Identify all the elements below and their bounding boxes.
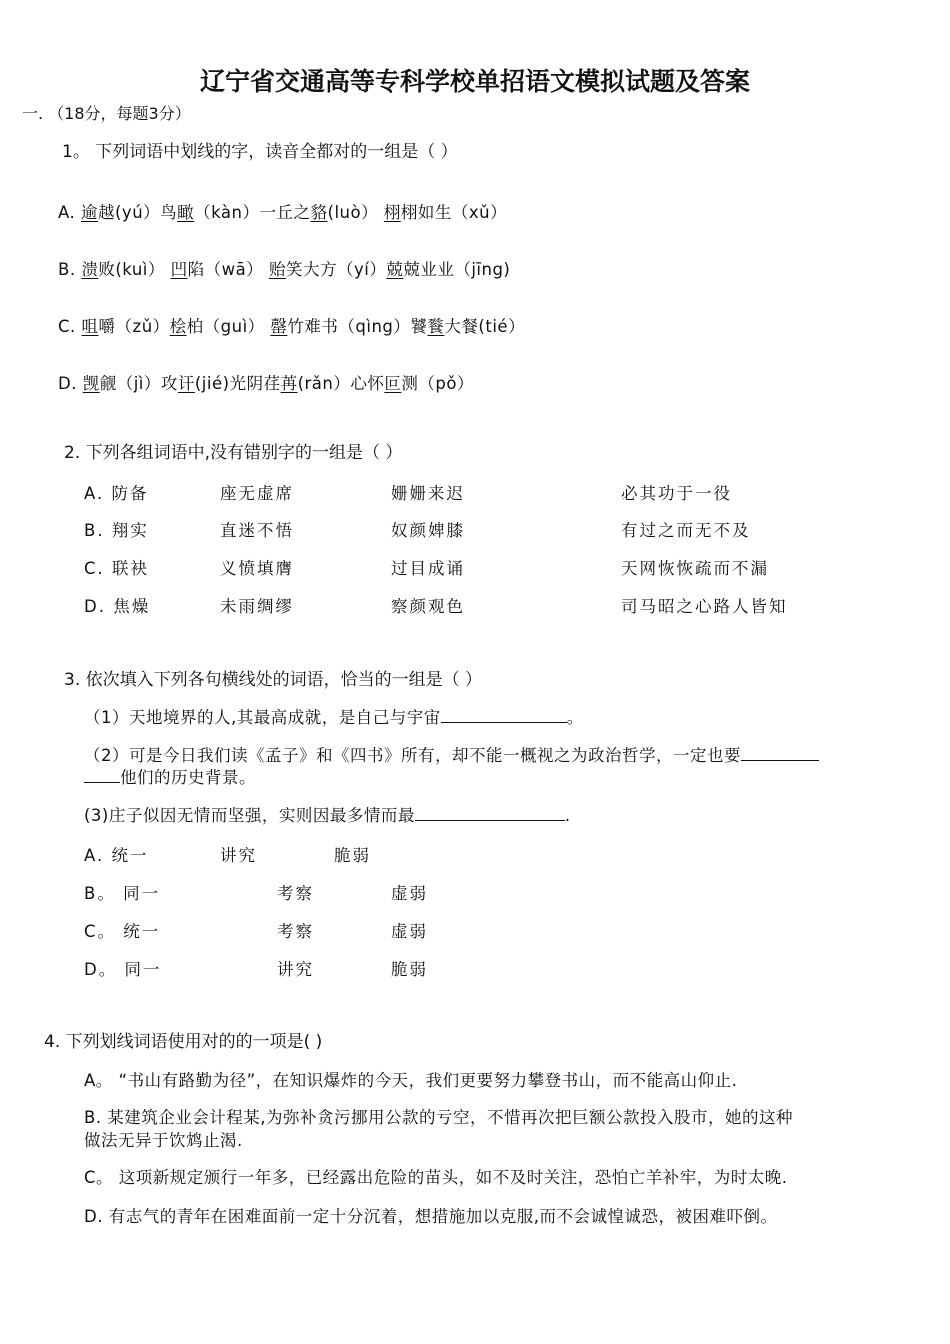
fill-blank [84, 767, 120, 783]
fill-blank [741, 745, 819, 761]
q4-option-d: D. 有志气的青年在困难面前一定十分沉着，想措施加以克服,而不会诚惶诚恐，被困难吓倒。 [84, 1207, 778, 1226]
underlined-char: 貉 [310, 203, 328, 222]
q4-option-c: C。 这项新规定颁行一年多，已经露出危险的苗头，如不及时关注，恐怕亡羊补牢，为时太晚. [84, 1168, 788, 1187]
fill-blank [415, 805, 565, 821]
q1-option-c: C. 咀嚼（zǔ）桧柏（guì） 罄竹难书（qìng）饕餮大餐(tié） [58, 317, 526, 336]
q4-stem: 4. 下列划线词语使用对的的一项是( ) [44, 1032, 323, 1052]
underlined-char: 讦 [177, 374, 195, 393]
q1-option-b: B. 溃败(kuì） 凹陷（wā） 贻笑大方（yí）兢兢业业（jīng) [58, 260, 511, 279]
q4-option-b: B. 某建筑企业会计程某,为弥补贪污挪用公款的亏空，不惜再次把巨额公款投入股市，她的这种 [84, 1108, 794, 1127]
fill-blank [441, 707, 567, 723]
underlined-char: 溃 [81, 260, 99, 279]
q3-sentence-3: (3)庄子似因无情而坚强，实则因最多情而最 . [84, 806, 571, 825]
section-header: 一. （18分，每题3分） [22, 104, 191, 123]
underlined-char: 咀 [81, 317, 99, 336]
q3-stem: 3. 依次填入下列各句横线处的词语，恰当的一组是（ ） [64, 670, 483, 690]
q1-option-a: A. 逾越(yú）鸟瞰（kàn）一丘之貉(luò） 栩栩如生（xǔ） [58, 203, 508, 222]
q3-sentence-2-cont: 他们的历史背景。 [84, 767, 256, 789]
q4-option-a: A。 “书山有路勤为径”，在知识爆炸的今天，我们更要努力攀登书山，而不能高山仰止. [84, 1071, 738, 1090]
underlined-char: 瞰 [177, 203, 195, 222]
underlined-char: 餮 [427, 317, 445, 336]
q2-stem: 2. 下列各组词语中,没有错别字的一组是（ ） [64, 443, 403, 463]
underlined-char: 凹 [170, 260, 188, 279]
underlined-char: 叵 [384, 374, 402, 393]
q3-sentence-1: （1）天地境界的人,其最高成就，是自己与宇宙 。 [84, 708, 584, 727]
q1-stem: 1。 下列词语中划线的字，读音全都对的一组是（ ） [62, 142, 458, 162]
q4-option-b-cont: 做法无异于饮鸩止渴. [84, 1131, 243, 1150]
q3-sentence-2: （2）可是今日我们读《孟子》和《四书》所有，却不能一概视之为政治哲学，一定也要 [84, 745, 819, 767]
underlined-char: 贻 [268, 260, 286, 279]
underlined-char: 栩 [383, 203, 401, 222]
underlined-char: 兢 [386, 260, 404, 279]
underlined-char: 苒 [280, 374, 298, 393]
underlined-char: 桧 [169, 317, 187, 336]
underlined-char: 罄 [270, 317, 288, 336]
underlined-char: 逾 [81, 203, 98, 222]
underlined-char: 觊 [82, 374, 100, 393]
page-title: 辽宁省交通高等专科学校单招语文模拟试题及答案 [199, 67, 750, 96]
q1-option-d: D. 觊觎（jì）攻讦(jié)光阴荏苒(rǎn）心怀叵测（pǒ） [58, 374, 474, 393]
